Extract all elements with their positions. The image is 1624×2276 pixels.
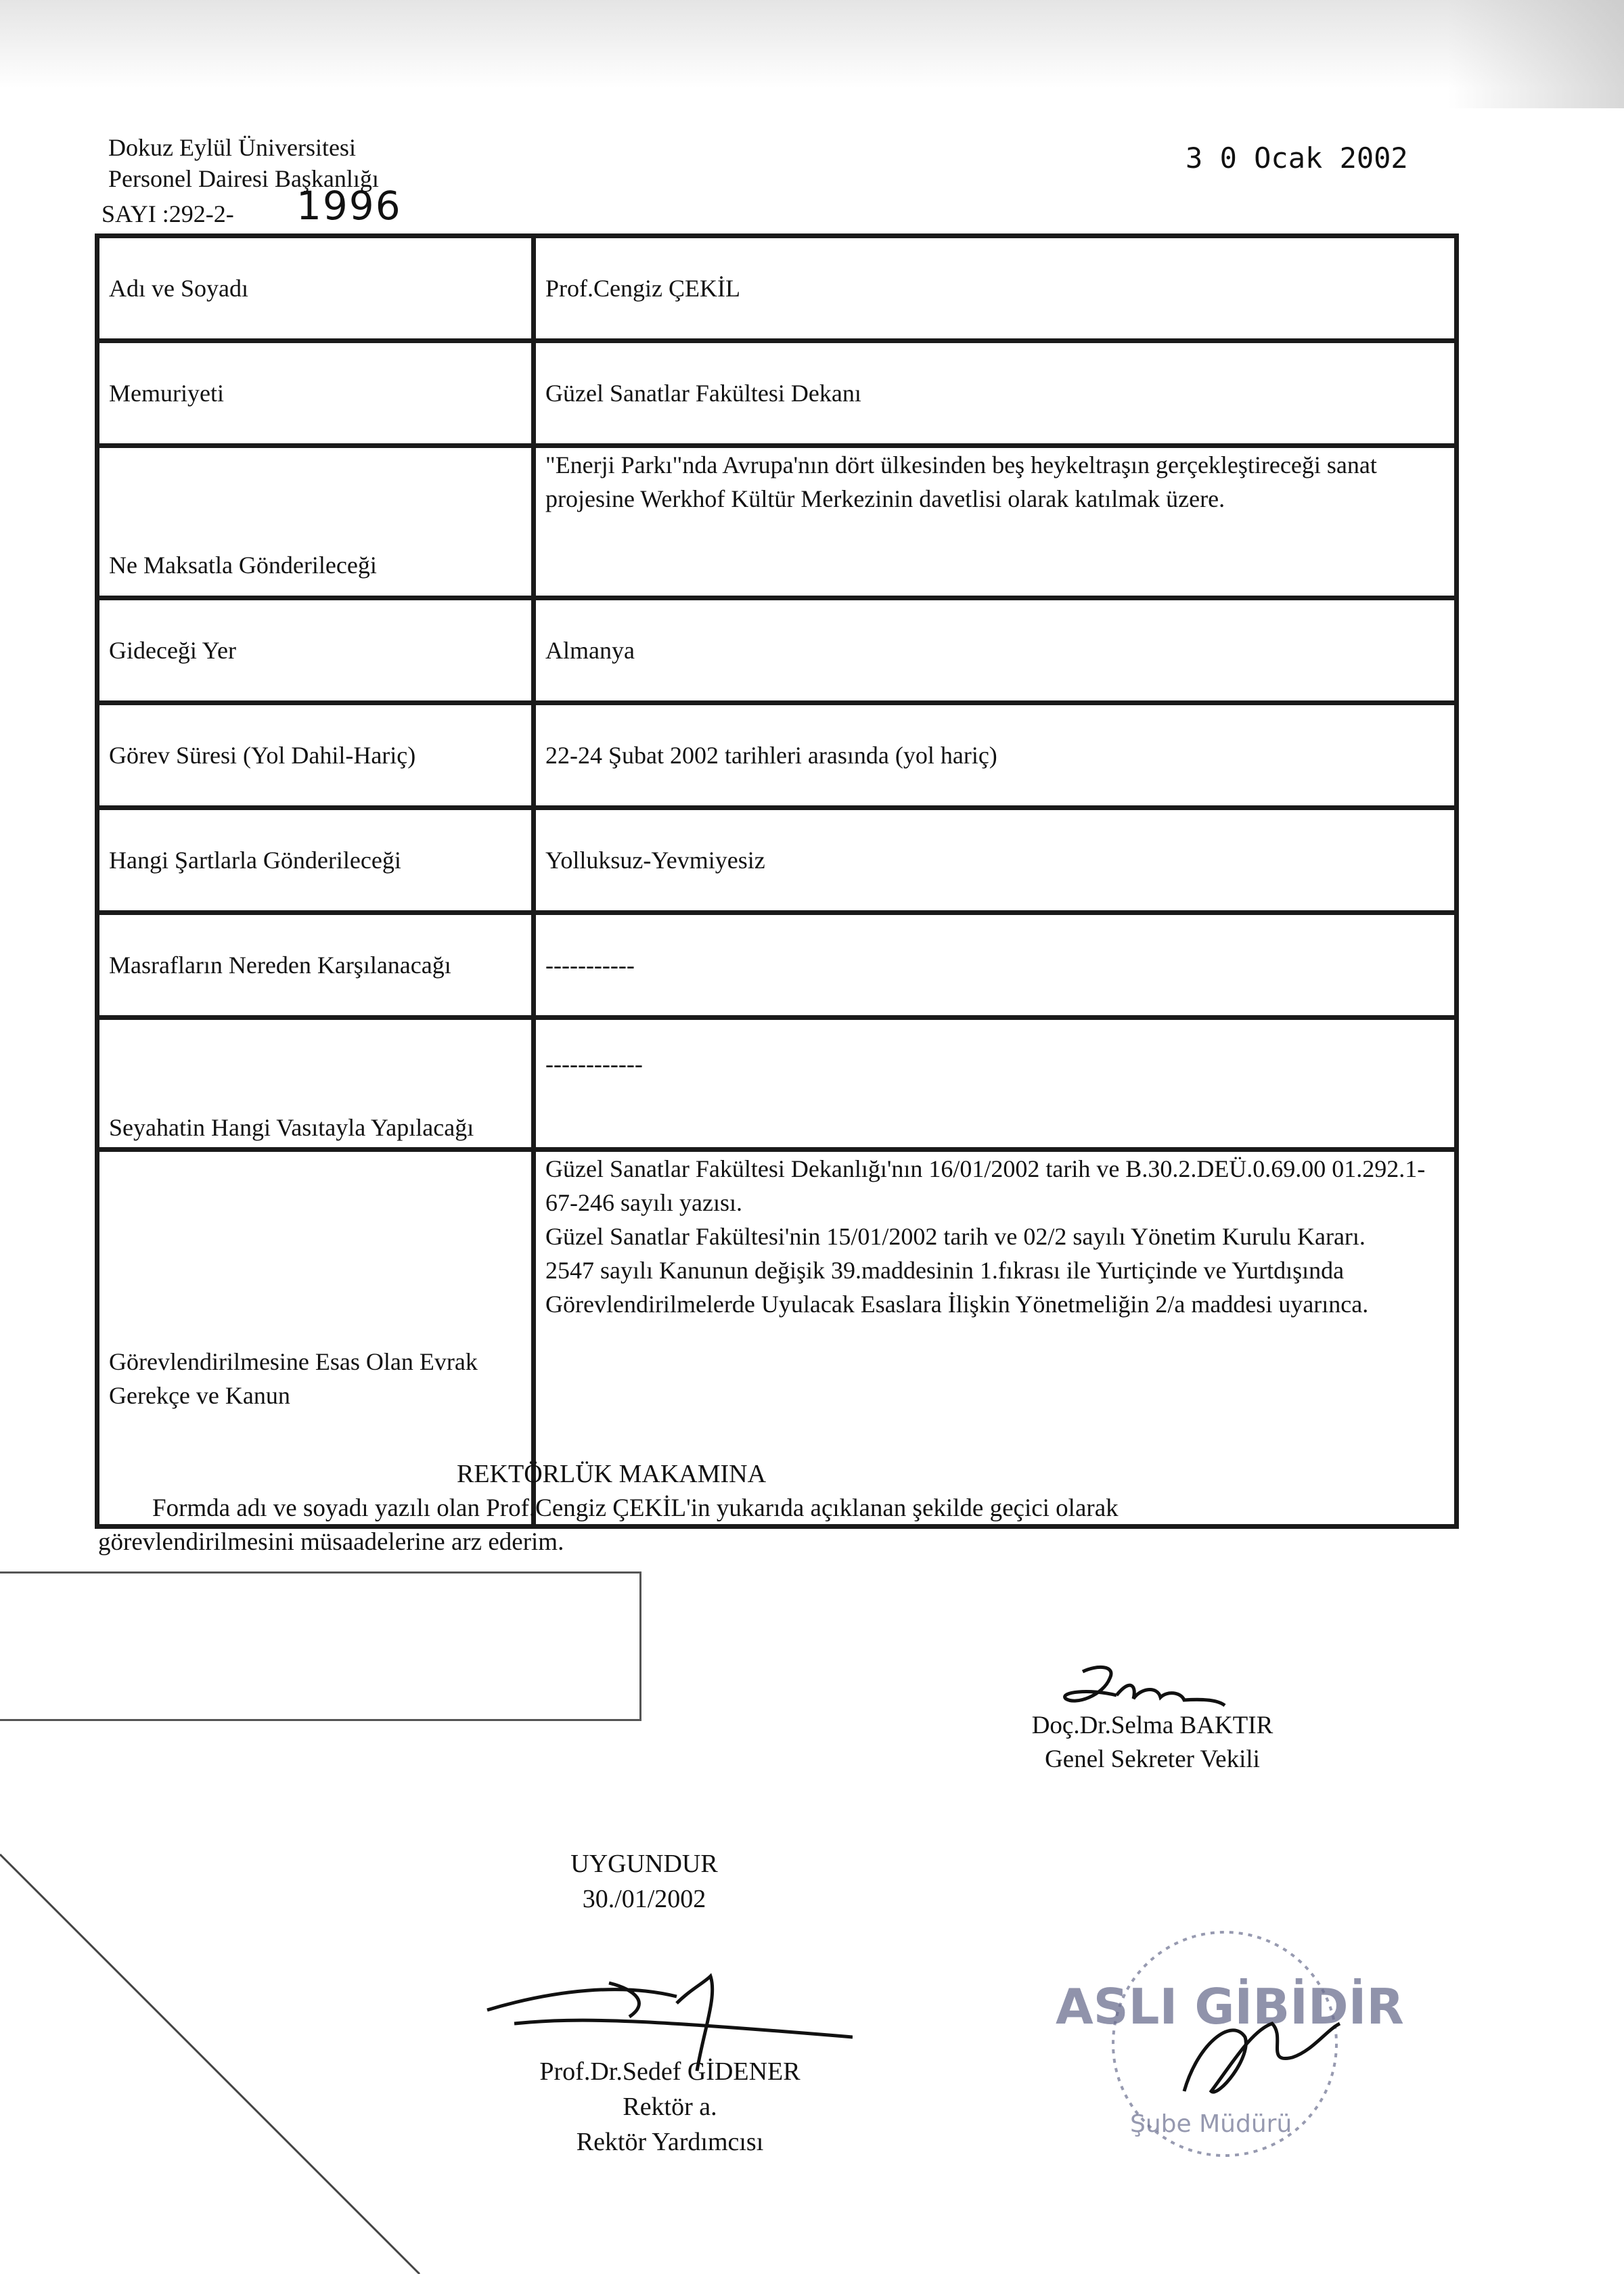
row-label: Görevlendirilmesine Esas Olan Evrak Gerekçe ve Kanun [97,1150,534,1527]
signatory2-line2: Rektör a. [623,2093,717,2121]
row-label: Hangi Şartlarla Gönderileceği [97,808,534,913]
request-paragraph: Formda adı ve soyadı yazılı olan Prof.Cengiz ÇEKİL'in yukarıda açıklanan şekilde geçici olarak görevlendirilmesini müsaadelerine arz ederim. [98,1494,1119,1556]
approval-block [563,1846,725,1917]
table-row [97,1150,1457,1527]
table-row [97,446,1457,598]
table-row [97,341,1457,446]
table-row [97,236,1457,341]
scan-shadow [0,0,1624,88]
stamp-text: ASLI GİBİDİR [1056,1978,1404,2035]
row-label: Gideceği Yer [97,598,534,703]
row-value: ------------ [534,1018,1457,1150]
approval-date: 30./01/2002 [582,1885,706,1913]
row-label: Görev Süresi (Yol Dahil-Hariç) [97,703,534,808]
signatory1-name: Doç.Dr.Selma BAKTIR [1031,1712,1273,1739]
signatory2-block [514,2054,826,2160]
row-label: Ne Maksatla Gönderileceği [97,446,534,598]
legal-basis-line: 2547 sayılı Kanunun değişik 39.maddesinin 1.fıkrası ile Yurtiçinde ve Yurtdışında Görevlendirilmelerde Uyulacak Esaslara İlişkin Yönetmeliğin 2/a maddesi uyarınca. [545,1257,1369,1318]
row-label: Seyahatin Hangi Vasıtayla Yapılacağı [97,1018,534,1150]
table-row [97,913,1457,1018]
diagonal-mark [0,1841,433,2274]
blank-box [0,1571,641,1721]
row-label: Adı ve Soyadı [97,236,534,341]
table-row [97,703,1457,808]
official-stamp [1029,1922,1407,2166]
scan-shadow-right [1448,0,1624,108]
signatory1-block [1007,1709,1298,1777]
department-name: Personel Dairesi Başkanlığı [108,165,379,192]
row-value: Almanya [534,598,1457,703]
stamp-line2: Şube Müdürü [1130,2110,1292,2138]
addressee: REKTÖRLÜK MAKAMINA [457,1460,767,1488]
table-row [97,1018,1457,1150]
row-value: 22-24 Şubat 2002 tarihleri arasında (yol hariç) [534,703,1457,808]
row-value: Güzel Sanatlar Fakültesi Dekanı [534,341,1457,446]
signatory1-title: Genel Sekreter Vekili [1045,1745,1260,1773]
row-value: ----------- [534,913,1457,1018]
handwritten-number: 1996 [296,183,402,229]
table-row [97,598,1457,703]
legal-basis-line: Güzel Sanatlar Fakültesi'nin 15/01/2002 tarih ve 02/2 sayılı Yönetim Kurulu Kararı. [545,1223,1366,1250]
row-value: Yolluksuz-Yevmiyesiz [534,808,1457,913]
row-value: "Enerji Parkı"nda Avrupa'nın dört ülkesinden beş heykeltraşın gerçekleştireceği sanat projesine Werkhof Kültür Merkezinin davetlisi olarak katılmak üzere. [534,446,1457,598]
row-label: Masrafların Nereden Karşılanacağı [97,913,534,1018]
signatory2-title: Rektör Yardımcısı [576,2128,764,2156]
table-row [97,808,1457,913]
legal-basis-line: Güzel Sanatlar Fakültesi Dekanlığı'nın 16/01/2002 tarih ve B.30.2.DEÜ.0.69.00 01.292.1-67-246 sayılı yazısı. [545,1155,1426,1216]
document-number: SAYI :292-2- [102,200,234,227]
university-name: Dokuz Eylül Üniversitesi [108,134,356,161]
row-label: Memuriyeti [97,341,534,446]
assignment-form-table [95,233,1459,1529]
row-value: Prof.Cengiz ÇEKİL [534,236,1457,341]
date-stamp: 3 0 Ocak 2002 [1186,141,1408,175]
signatory2-name: Prof.Dr.Sedef GİDENER [539,2057,800,2086]
approval-label: UYGUNDUR [570,1850,718,1878]
